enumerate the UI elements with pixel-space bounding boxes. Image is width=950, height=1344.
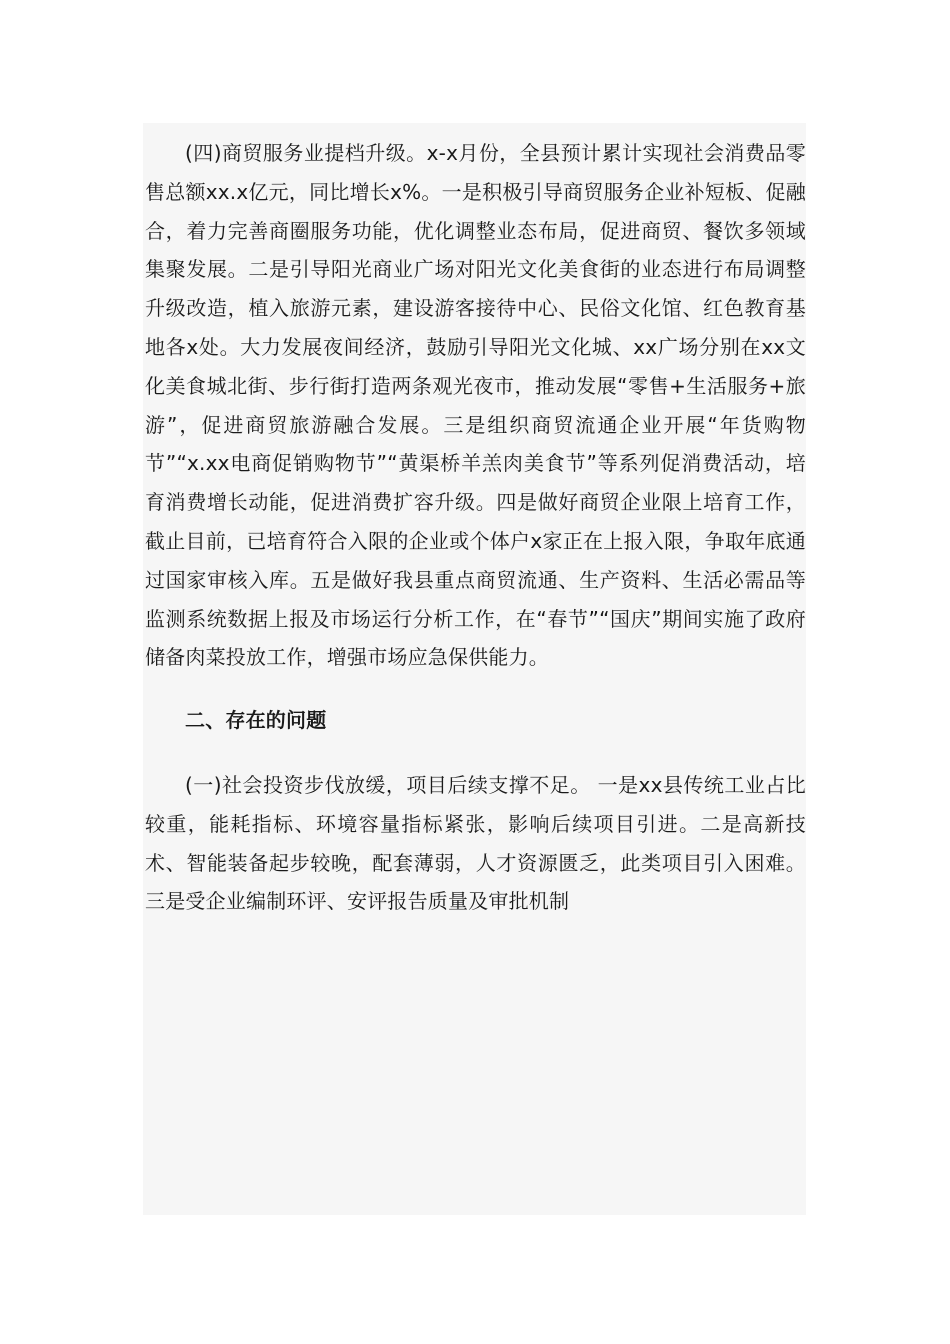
section-heading-problems: 二、存在的问题 bbox=[185, 708, 327, 733]
document-text-block bbox=[143, 123, 806, 1215]
paragraph-commerce-upgrade: (四)商贸服务业提档升级。x-x月份，全县预计累计实现社会消费品零售总额xx.x亿元，同比增长x%。一是积极引导商贸服务企业补短板、促融合，着力完善商圈服务功能，优化调整业态布局，促进商贸、餐饮多领域集聚发展。二是引导阳光商业广场对阳光文化美食街的业态进行布局调整升级改造，植入旅游元素，建设游客接待中心、民俗文化馆、红色教育基地各x处。大力发展夜间经济，鼓励引导阳光文化城、xx广场分别在xx文化美食城北街、步行街打造两条观光夜市，推动发展“零售+生活服务+旅游”，促进商贸旅游融合发展。三是组织商贸流通企业开展“年货购物节”“x.xx电商促销购物节”“黄渠桥羊羔肉美食节”等系列促消费活动，培育消费增长动能，促进消费扩容升级。四是做好商贸企业限上培育工作，截止目前，已培育符合入限的企业或个体户x家正在上报入限，争取年底通过国家审核入库。五是做好我县重点商贸流通、生产资料、生活必需品等监测系统数据上报及市场运行分析工作，在“春节”“国庆”期间实施了政府储备肉菜投放工作，增强市场应急保供能力。 bbox=[145, 141, 806, 670]
paragraph-investment-slowdown: (一)社会投资步伐放缓，项目后续支撑不足。 一是xx县传统工业占比较重，能耗指标、环境容量指标紧张，影响后续项目引进。二是高新技术、智能装备起步较晚，配套薄弱，人才资源匮乏，此类项目引入困难。三是受企业编制环评、安评报告质量及审批机制 bbox=[145, 772, 806, 914]
